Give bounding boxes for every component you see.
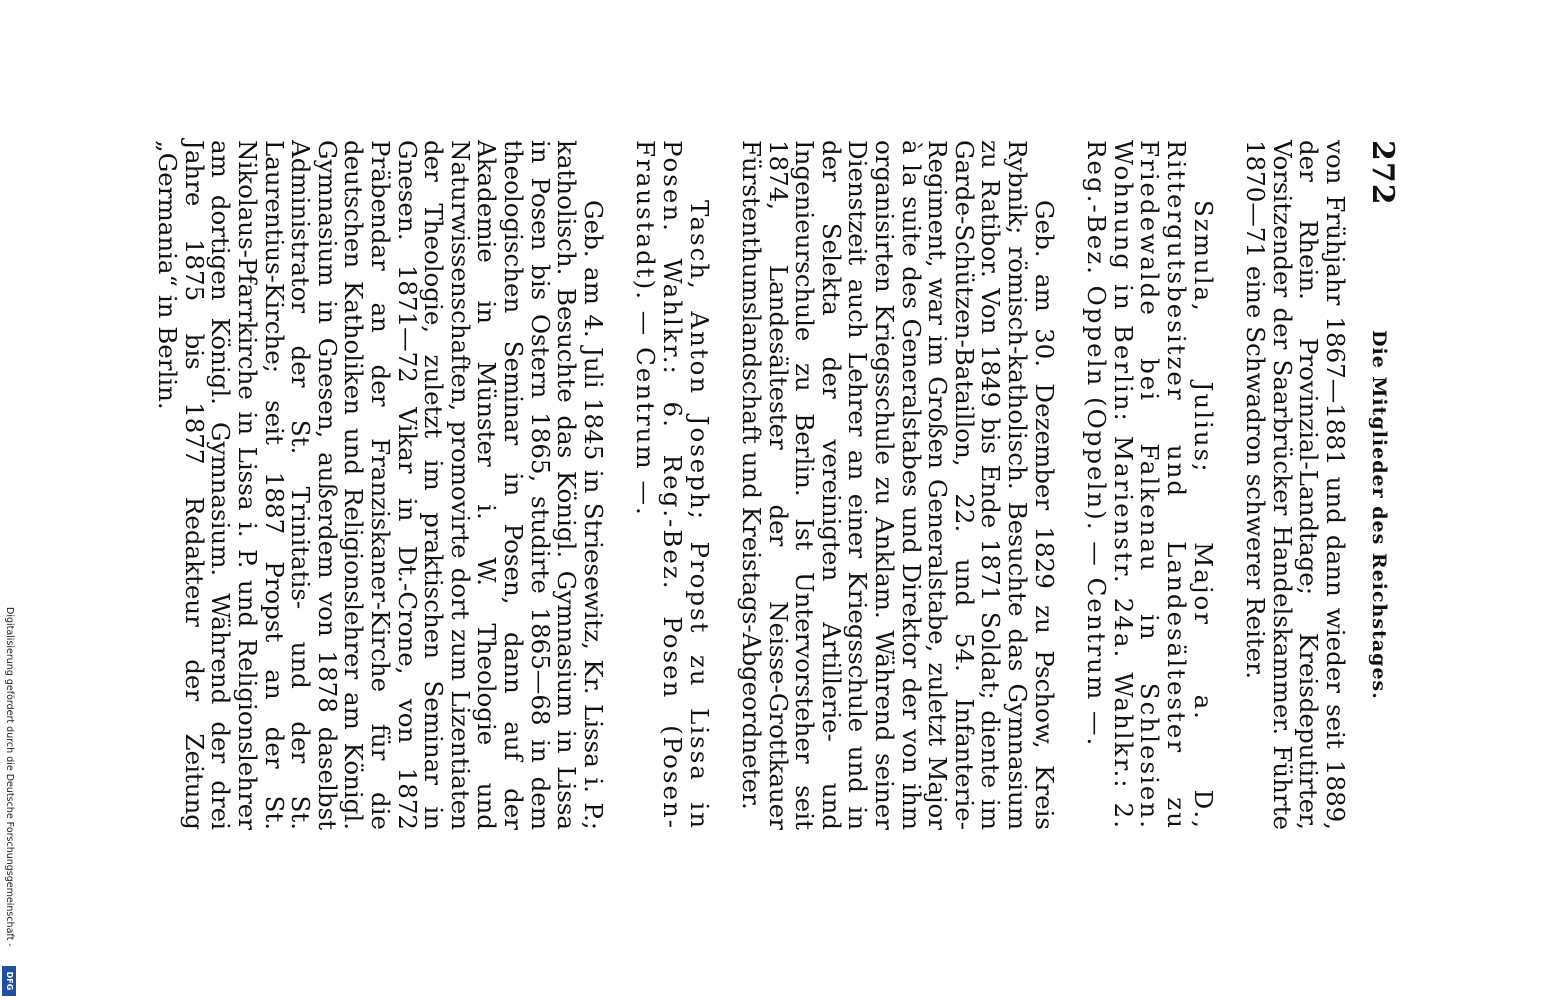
credit-text: Digitalisierung gefördert durch die Deutsche Forschungsgemeinschaft - bbox=[4, 607, 15, 947]
side-credit bbox=[2, 607, 16, 999]
paragraph-continuation: von Frühjahr 1867—1881 und dann wieder seit 1889, der Rhein. Provinzial-Landtage; Kreisdeputirter, Vorsitzender der Saarbrücker Handelskammer. Führte 1870—71 eine Schwadron schwerer Reiter. bbox=[1241, 140, 1350, 830]
rotated-text-block bbox=[60, 140, 1400, 860]
running-title: Die Mitglieder des Reichstages. bbox=[1368, 330, 1390, 700]
member-entry-tasch: Tasch, Anton Joseph; Propst zu Lissa in Posen. Wahlkr.: 6. Reg.-Bez. Posen (Posen-Fraustadt). — Centrum —. bbox=[631, 140, 714, 830]
page-body bbox=[128, 140, 1348, 830]
page-number: 272 bbox=[1365, 140, 1400, 206]
page-header bbox=[1360, 140, 1400, 830]
text-column bbox=[153, 140, 1400, 830]
logo-label: DFG bbox=[5, 971, 14, 991]
member-bio-szmula: Geb. am 30. Dezember 1829 zu Pschow, Kreis Rybnik; römisch-katholisch. Besuchte das Gymnasium zu Ratibor. Von 1849 bis Ende 1871 Soldat; diente im Garde-Schützen-Bataillon, 22. und 54. Infanterie-Regiment, war im Großen Generalstabe, zuletzt Major à la suite des Generalstabes und Direktor der von ihm organisirten Kriegsschule zu Anklam. Während seiner Dienstzeit auch Lehrer an einer Kriegsschule und in der Selekta der vereinigten Artillerie- und Ingenieurschule zu Berlin. Ist Untervorsteher seit 1874, Landesältester der Neisse-Grottkauer Fürstenthumslandschaft und Kreistags-Abgeordneter. bbox=[737, 140, 1059, 830]
member-entry-szmula: Szmula, Julius; Major a. D., Rittergutsbesitzer und Landesältester zu Friedewalde bei Falkenau in Schlesien. Wohnung in Berlin: Marienstr. 24a. Wahlkr.: 2. Reg.-Bez. Oppeln (Oppeln). — Centrum —. bbox=[1082, 140, 1218, 830]
dfg-logo-icon bbox=[2, 966, 16, 996]
member-bio-tasch: Geb. am 4. Juli 1845 in Striesewitz, Kr. Lissa i. P.; katholisch. Besuchte das Königl. Gymnasium in Lissa in Posen bis Ostern 1865, studirte 1865—68 in dem theologischen Seminar in Posen, dann auf der Akademie in Münster i. W. Theologie und Naturwissenschaften, promovirte dort zum Lizentiaten der Theologie, zuletzt im praktischen Seminar in Gnesen. 1871—72 Vikar in Dt.-Crone, von 1872 Präbendar an der Franziskaner-Kirche für die deutschen Katholiken und Religionslehrer am Königl. Gymnasium in Gnesen, außerdem von 1878 daselbst Administrator der St. Trinitatis- und der St. Laurentius-Kirche; seit 1887 Propst an der St. Nikolaus-Pfarrkirche in Lissa i. P. und Religionslehrer am dortigen Königl. Gymnasium. Während der drei Jahre 1875 bis 1877 Redakteur der Zeitung „Germania“ in Berlin. bbox=[153, 140, 608, 830]
